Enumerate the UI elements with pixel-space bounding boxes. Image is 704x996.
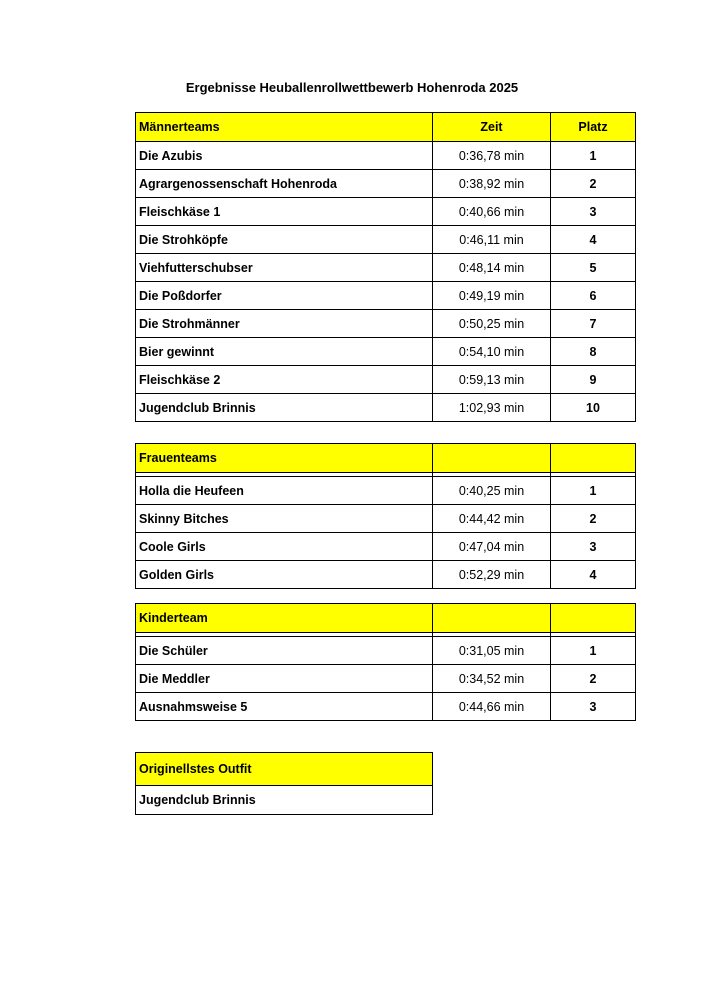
team-rank: 9 — [551, 366, 636, 394]
team-time: 0:52,29 min — [433, 561, 551, 589]
team-rank: 7 — [551, 310, 636, 338]
team-name: Die Schüler — [136, 637, 433, 665]
team-rank: 8 — [551, 338, 636, 366]
table-header-row — [136, 113, 636, 142]
header-team: Männerteams — [136, 113, 433, 142]
header-time: Zeit — [433, 113, 551, 142]
team-time: 0:44,42 min — [433, 505, 551, 533]
team-time: 0:50,25 min — [433, 310, 551, 338]
header-rank-empty — [551, 444, 636, 473]
table-row — [136, 282, 636, 310]
team-rank: 3 — [551, 198, 636, 226]
team-rank: 2 — [551, 665, 636, 693]
table-row — [136, 665, 636, 693]
team-time: 0:40,25 min — [433, 477, 551, 505]
men-teams-table — [135, 112, 636, 422]
team-time: 0:34,52 min — [433, 665, 551, 693]
team-name: Fleischkäse 2 — [136, 366, 433, 394]
table-row — [136, 310, 636, 338]
team-rank: 1 — [551, 477, 636, 505]
women-teams-table — [135, 443, 636, 589]
table-row — [136, 477, 636, 505]
table-row — [136, 561, 636, 589]
table-row — [136, 170, 636, 198]
header-time-empty — [433, 444, 551, 473]
page-title: Ergebnisse Heuballenrollwettbewerb Hohenroda 2025 — [185, 80, 519, 95]
team-rank: 2 — [551, 505, 636, 533]
team-rank: 4 — [551, 226, 636, 254]
table-header-row — [136, 604, 636, 633]
team-time: 0:36,78 min — [433, 142, 551, 170]
table-row — [136, 226, 636, 254]
team-name: Viehfutterschubser — [136, 254, 433, 282]
team-time: 0:46,11 min — [433, 226, 551, 254]
team-time: 0:40,66 min — [433, 198, 551, 226]
header-team: Frauenteams — [136, 444, 433, 473]
table-row — [136, 693, 636, 721]
table-row — [136, 786, 433, 815]
table-row — [136, 366, 636, 394]
table-header-row — [136, 753, 433, 786]
team-rank: 10 — [551, 394, 636, 422]
team-rank: 3 — [551, 533, 636, 561]
team-rank: 3 — [551, 693, 636, 721]
team-time: 0:49,19 min — [433, 282, 551, 310]
team-name: Skinny Bitches — [136, 505, 433, 533]
team-rank: 6 — [551, 282, 636, 310]
header-time-empty — [433, 604, 551, 633]
team-time: 1:02,93 min — [433, 394, 551, 422]
team-name: Agrargenossenschaft Hohenroda — [136, 170, 433, 198]
team-name: Die Strohköpfe — [136, 226, 433, 254]
table-row — [136, 394, 636, 422]
team-time: 0:59,13 min — [433, 366, 551, 394]
team-time: 0:31,05 min — [433, 637, 551, 665]
outfit-winner: Jugendclub Brinnis — [136, 786, 433, 815]
team-rank: 5 — [551, 254, 636, 282]
team-rank: 4 — [551, 561, 636, 589]
table-row — [136, 254, 636, 282]
table-header-row — [136, 444, 636, 473]
team-name: Die Meddler — [136, 665, 433, 693]
best-outfit-table — [135, 752, 433, 815]
table-row — [136, 637, 636, 665]
kids-team-table — [135, 603, 636, 721]
outfit-header: Originellstes Outfit — [136, 753, 433, 786]
team-time: 0:38,92 min — [433, 170, 551, 198]
table-row — [136, 505, 636, 533]
table-row — [136, 198, 636, 226]
team-name: Coole Girls — [136, 533, 433, 561]
team-name: Jugendclub Brinnis — [136, 394, 433, 422]
team-name: Holla die Heufeen — [136, 477, 433, 505]
team-time: 0:44,66 min — [433, 693, 551, 721]
team-rank: 1 — [551, 142, 636, 170]
team-rank: 1 — [551, 637, 636, 665]
team-rank: 2 — [551, 170, 636, 198]
team-name: Fleischkäse 1 — [136, 198, 433, 226]
team-name: Die Poßdorfer — [136, 282, 433, 310]
header-rank-empty — [551, 604, 636, 633]
team-time: 0:48,14 min — [433, 254, 551, 282]
team-time: 0:47,04 min — [433, 533, 551, 561]
team-name: Die Azubis — [136, 142, 433, 170]
header-rank: Platz — [551, 113, 636, 142]
header-team: Kinderteam — [136, 604, 433, 633]
team-name: Golden Girls — [136, 561, 433, 589]
table-row — [136, 533, 636, 561]
team-name: Bier gewinnt — [136, 338, 433, 366]
team-name: Die Strohmänner — [136, 310, 433, 338]
table-row — [136, 142, 636, 170]
team-name: Ausnahmsweise 5 — [136, 693, 433, 721]
table-row — [136, 338, 636, 366]
team-time: 0:54,10 min — [433, 338, 551, 366]
